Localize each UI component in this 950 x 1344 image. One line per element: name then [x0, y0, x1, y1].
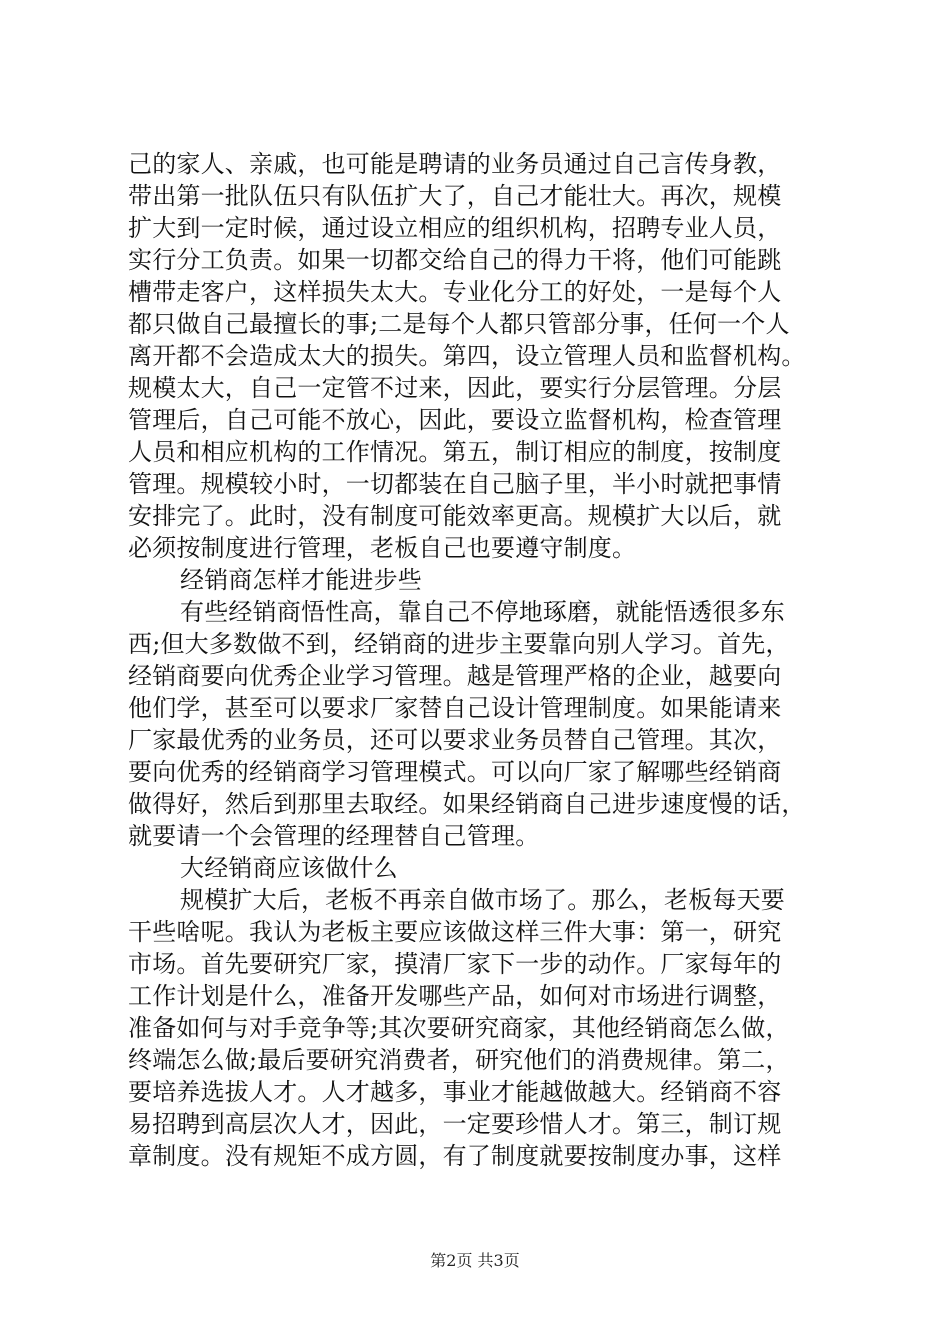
paragraph-line-indented: 有些经销商悟性高，靠自己不停地琢磨，就能悟透很多东 — [180, 598, 785, 626]
paragraph-line: 己的家人、亲戚，也可能是聘请的业务员通过自己言传身教， — [128, 150, 782, 178]
paragraph-line: 西;但大多数做不到，经销商的进步主要靠向别人学习。首先， — [128, 630, 790, 658]
paragraph-line: 易招聘到高层次人才，因此，一定要珍惜人才。第三，制订规 — [128, 1110, 782, 1138]
paragraph-line: 要培养选拔人才。人才越多，事业才能越做越大。经销商不容 — [128, 1078, 782, 1106]
page-footer: 第2页 共3页 — [430, 1251, 520, 1270]
paragraph-line: 人员和相应机构的工作情况。第五，制订相应的制度，按制度 — [128, 438, 782, 466]
paragraph-line-indented: 规模扩大后，老板不再亲自做市场了。那么，老板每天要 — [180, 886, 785, 914]
paragraph-line: 必须按制度进行管理，老板自己也要遵守制度。 — [128, 534, 637, 562]
paragraph-line: 规模太大，自己一定管不过来，因此，要实行分层管理。分层 — [128, 374, 782, 402]
paragraph-line: 管理后，自己可能不放心，因此，要设立监督机构，检查管理 — [128, 406, 782, 434]
paragraph-line: 终端怎么做;最后要研究消费者，研究他们的消费规律。第二， — [128, 1046, 790, 1074]
paragraph-line: 带出第一批队伍只有队伍扩大了，自己才能壮大。再次，规模 — [128, 182, 782, 210]
paragraph-line: 干些啥呢。我认为老板主要应该做这样三件大事：第一，研究 — [128, 918, 782, 946]
paragraph-line: 他们学，甚至可以要求厂家替自己设计管理制度。如果能请来 — [128, 694, 782, 722]
paragraph-line: 章制度。没有规矩不成方圆，有了制度就要按制度办事，这样 — [128, 1142, 782, 1170]
paragraph-line: 就要请一个会管理的经理替自己管理。 — [128, 822, 540, 850]
paragraph-line-indented: 大经销商应该做什么 — [180, 854, 398, 882]
paragraph-line: 安排完了。此时，没有制度可能效率更高。规模扩大以后，就 — [128, 502, 782, 530]
paragraph-line: 厂家最优秀的业务员，还可以要求业务员替自己管理。其次， — [128, 726, 782, 754]
body-text — [128, 148, 828, 1172]
paragraph-line: 槽带走客户，这样损失太大。专业化分工的好处，一是每个人 — [128, 278, 782, 306]
paragraph-line: 扩大到一定时候，通过设立相应的组织机构，招聘专业人员， — [128, 214, 782, 242]
paragraph-line: 实行分工负责。如果一切都交给自己的得力干将，他们可能跳 — [128, 246, 782, 274]
paragraph-line: 离开都不会造成太大的损失。第四，设立管理人员和监督机构。 — [128, 342, 806, 370]
paragraph-line-indented: 经销商怎样才能进步些 — [180, 566, 422, 594]
paragraph-line: 都只做自己最擅长的事;二是每个人都只管部分事，任何一个人 — [128, 310, 790, 338]
paragraph-line: 经销商要向优秀企业学习管理。越是管理严格的企业，越要向 — [128, 662, 782, 690]
paragraph-line: 准备如何与对手竞争等;其次要研究商家，其他经销商怎么做， — [128, 1014, 790, 1042]
paragraph-line: 市场。首先要研究厂家，摸清厂家下一步的动作。厂家每年的 — [128, 950, 782, 978]
paragraph-line: 管理。规模较小时，一切都装在自己脑子里，半小时就把事情 — [128, 470, 782, 498]
paragraph-line: 要向优秀的经销商学习管理模式。可以向厂家了解哪些经销商 — [128, 758, 782, 786]
paragraph-line: 做得好，然后到那里去取经。如果经销商自己进步速度慢的话， — [128, 790, 806, 818]
paragraph-line: 工作计划是什么，准备开发哪些产品，如何对市场进行调整， — [128, 982, 782, 1010]
